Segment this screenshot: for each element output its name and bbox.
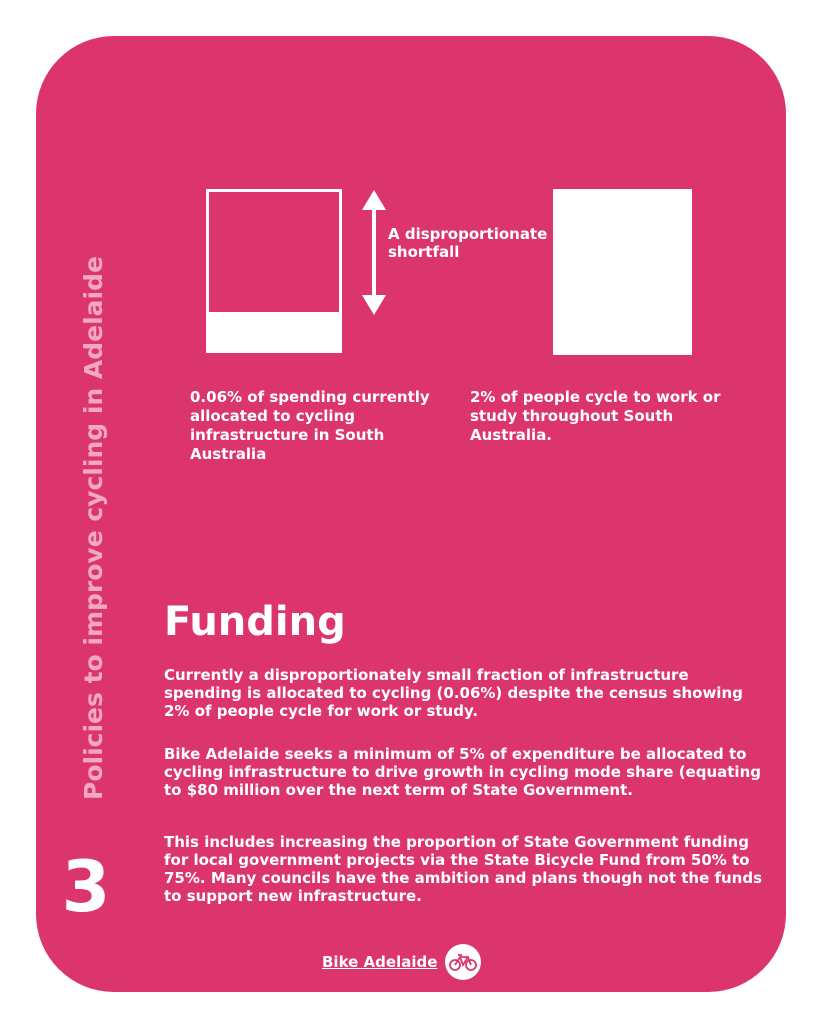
spending-fill xyxy=(209,312,339,350)
paragraph-target-expenditure: Bike Adelaide seeks a minimum of 5% of expenditure be allocated to cycling infrastructure to drive growth in cycling mode share (equating to $80 million over the next term of State Government. xyxy=(164,745,761,799)
brand-footer xyxy=(322,944,481,980)
double-arrow-icon xyxy=(360,190,388,316)
cycling-share-caption: 2% of people cycle to work or study throughout South Australia. xyxy=(470,388,721,444)
section-heading: Funding xyxy=(164,599,346,645)
cycling-share-box xyxy=(553,189,692,355)
page-number: 3 xyxy=(61,846,111,928)
spending-box xyxy=(206,189,342,353)
shortfall-label: A disproportionate shortfall xyxy=(388,225,548,261)
paragraph-current-spending: Currently a disproportionately small fraction of infrastructure spending is allocated to cycling (0.06%) despite the census showing 2% of people cycle for work or study. xyxy=(164,666,743,720)
brand-name: Bike Adelaide xyxy=(322,953,438,971)
bicycle-icon xyxy=(445,944,481,980)
spending-caption: 0.06% of spending currently allocated to cycling infrastructure in South Australia xyxy=(190,388,430,463)
paragraph-state-bicycle-fund: This includes increasing the proportion of State Government funding for local government projects via the State Bicycle Fund from 50% to 75%. Many councils have the ambition and plans though not the funds to support new infrastructure. xyxy=(164,833,763,905)
side-title: Policies to improve cycling in Adelaide xyxy=(79,256,108,800)
